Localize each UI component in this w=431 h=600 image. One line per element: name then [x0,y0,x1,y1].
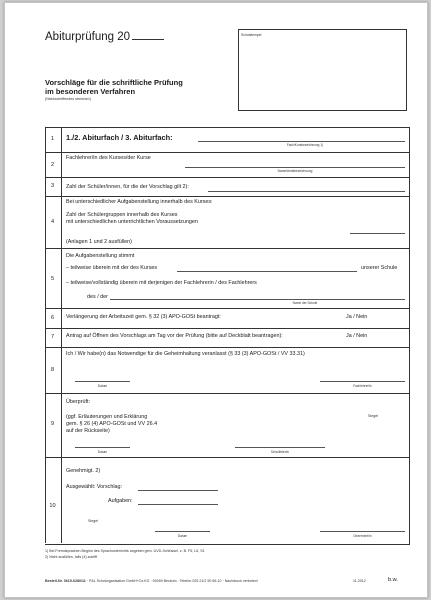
row-9-date-caption: Datum [97,450,108,454]
row-10-date-caption: Datum [177,534,188,538]
student-count-field[interactable] [208,191,405,192]
form-title [45,31,164,43]
row-10-sign-caption: Dezernent/in [353,534,372,538]
row-7-label: Antrag auf Öffnen des Vorschlags am Tag vor der Prüfung (bitte auf Deckblatt beantragen): [66,333,283,339]
row-10-label: Genehmigt. 2) [66,468,101,474]
row-number: 1 [50,136,55,142]
row-9-label: Überprüft: [66,399,90,405]
row-5-line-2-end: unserer Schule [361,265,398,271]
date-field-9[interactable] [75,447,130,448]
row-divider [45,248,409,249]
school-name-field[interactable] [110,299,405,300]
row-number: 3 [50,183,55,189]
footer-imprint [45,579,258,583]
row-4-line-1: Bei unterschiedlicher Aufgabenstellung innerhalb des Kurses: [66,199,213,205]
row-divider [45,308,409,309]
row-4-line-3: mit unterschiedlichen unterrichtlichen Voraussetzungen [66,219,198,225]
row-2-label: Fachlehrer/in des Kurses/der Kurse [66,155,151,161]
row-number: 5 [50,276,55,282]
row-5-line-3: – teilweise/vollständig überein mit derjenigen der Fachlehrerin / des Fachlehrers [66,280,257,286]
course-field[interactable] [177,271,357,272]
teacher-name-field[interactable] [185,167,405,168]
row-9-seal: Siegel [368,414,378,418]
row-10-line-3: Aufgaben: [108,498,133,504]
row-divider [45,347,409,348]
row-divider [45,177,409,178]
row-6-label: Verlängerung der Arbeitszeit gem. § 32 (3) APO-GOSt beantragt: [66,314,221,320]
row-5-line-4: des / der [87,294,108,300]
stamp-label: Schulstempel [241,33,262,37]
row-9-line-3: gem. § 26 (4) APO-GOSt und VV 26.4 [66,421,158,427]
form-sheet [4,2,428,598]
row-6-answer[interactable]: Ja / Nein [346,314,368,320]
row-10-seal: Siegel [88,519,98,523]
teacher-signature-field[interactable] [320,381,405,382]
print-date: 11.2012 [353,579,366,583]
row-1-label: 1./2. Abiturfach / 3. Abiturfach: [66,133,173,142]
year-blank [132,39,164,40]
row-number: 9 [50,421,55,427]
row-1-caption: Fach/Kursbezeichnung 1) [286,143,324,147]
selected-proposal-field[interactable] [138,490,218,491]
group-count-field[interactable] [350,233,405,234]
footnote-2: 2) Nicht ausfüllen, falls (4) zutrifft [45,555,98,559]
row-number: 8 [50,367,55,373]
row-number: 2 [50,162,55,168]
row-divider [45,457,409,458]
row-8-sign-caption: Fachlehrer/in [353,384,372,388]
row-4-line-4: (Anlagen 1 und 2 ausfüllen) [66,239,132,245]
principal-signature-field[interactable] [235,447,325,448]
order-number: Bestell-Nr. 0619-6280/11 [45,579,86,583]
subject-field[interactable] [198,141,405,142]
heading-line-1: Vorschläge für die schriftliche Prüfung [45,78,183,87]
row-number: 6 [50,315,55,321]
row-2-caption: Name/Amtsbezeichnung [277,169,313,173]
form-title-text: Abiturprüfung 20 [45,31,131,43]
row-5-line-1: Die Aufgabenstellung stimmt [66,253,135,259]
official-signature-field[interactable] [320,531,405,532]
turn-over-note: b.w. [388,577,398,583]
row-10-line-2: Ausgewählt: Vorschlag: [66,484,123,490]
row-divider [45,393,409,394]
row-number: 10 [49,503,56,509]
row-7-answer[interactable]: Ja / Nein [346,333,368,339]
row-divider [45,152,409,153]
date-field-8[interactable] [75,381,130,382]
school-stamp-box [238,29,407,111]
row-5-line-2: – teilweise überein mit der des Kurses [66,265,158,271]
row-divider [45,196,409,197]
row-9-line-4: auf der Rückseite) [66,428,110,434]
date-field-10[interactable] [155,531,210,532]
row-9-sign-caption: Schulleiter/in [270,450,290,454]
heading-line-2: im besonderen Verfahren [45,86,136,96]
form-heading [45,79,183,96]
row-3-label: Zahl der Schüler/innen, für die der Vorschlag gilt 2): [66,184,189,190]
selected-tasks-field[interactable] [138,504,218,505]
row-9-line-2: (ggf. Erläuterungen und Erklärung [66,414,148,420]
strike-note: (Nichtzutreffendes streichen) [45,97,91,101]
row-4-line-2: Zahl der Schülergruppen innerhalb des Kurses [66,212,178,218]
row-number: 7 [50,334,55,340]
row-number: 4 [50,219,55,225]
publisher-info: · P&L Schulorganisation GmbH+Co.KG · 59269 Beckum · Telefon 025 21/2 90 65-10 · Nachdruck verboten! [86,579,258,583]
row-8-date-caption: Datum [97,384,108,388]
row-5-caption: Name der Schule [292,301,318,305]
row-divider [45,328,409,329]
row-8-label: Ich / Wir habe(n) das Notwendige für die Geheimhaltung veranlasst (§ 33 (3) APO-GOSt / VV 33.31) [66,351,305,357]
footnote-1: 1) Bei Fremdsprachen Beginn des Sprachunterrichts angeben gem. UVD-Schlüssel, z. B. F5, L6, S1 [45,549,205,553]
